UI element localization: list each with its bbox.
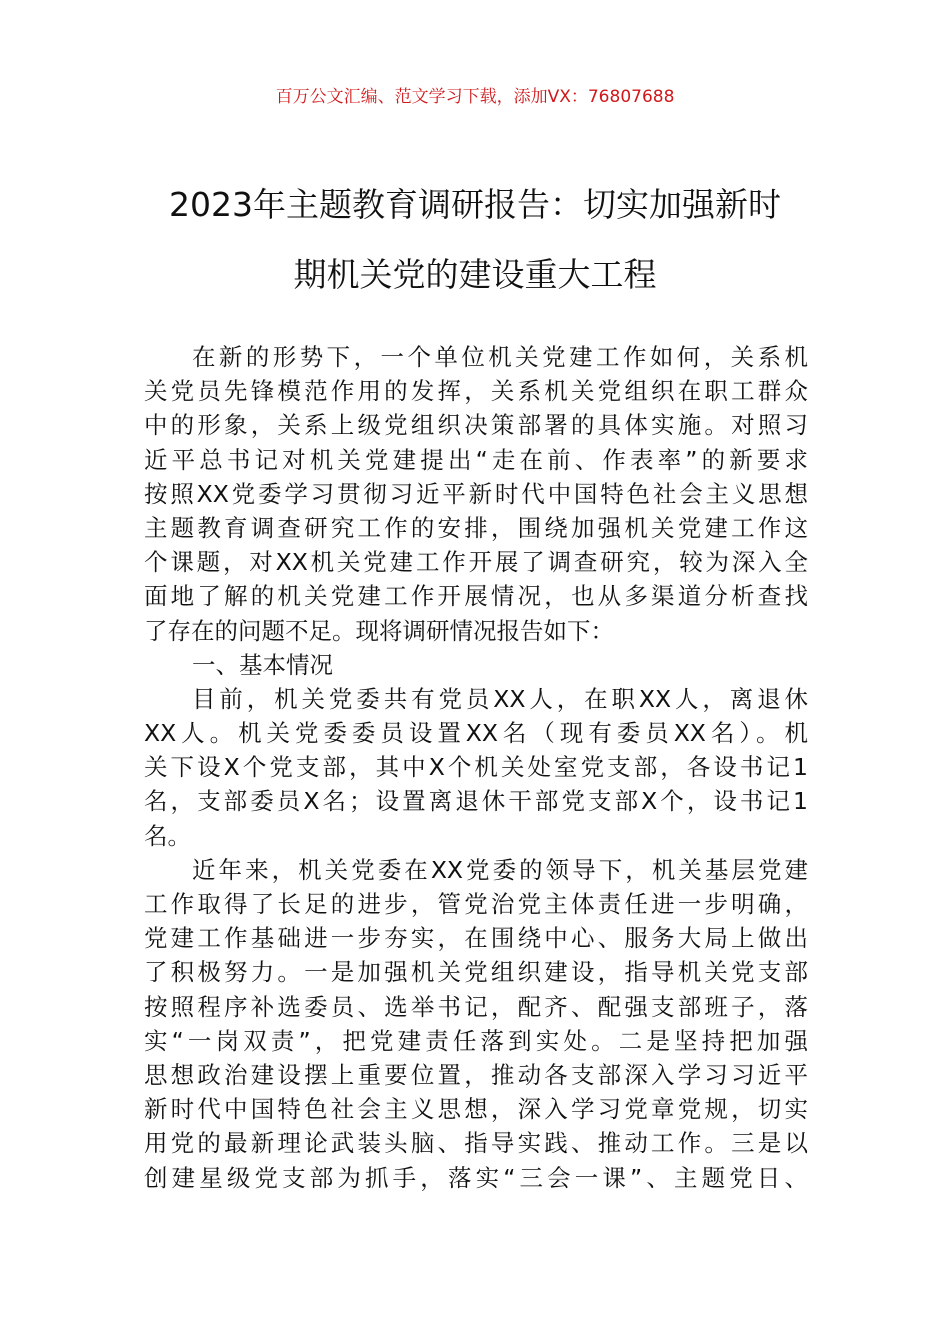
text-line: 中的形象，关系上级党组织决策部署的具体实施。对照习 (144, 411, 808, 440)
text-line: 名。 (144, 821, 191, 850)
paragraph-recent-years (144, 853, 808, 1195)
document-body (144, 340, 808, 1195)
text-line: 用党的最新理论武装头脑、指导实践、推动工作。三是以 (144, 1129, 808, 1158)
section-heading (144, 648, 808, 682)
text-line: 主题教育调查研究工作的安排，围绕加强机关党建工作这 (144, 513, 808, 542)
text-line: 近平总书记对机关党建提出“走在前、作表率”的新要求 (144, 445, 808, 474)
text-line: 在新的形势下，一个单位机关党建工作如何，关系机 (192, 343, 808, 371)
paragraph-current-status (144, 682, 808, 853)
text-line: 按照XX党委学习贯彻习近平新时代中国特色社会主义思想 (144, 479, 808, 508)
text-line: 个课题，对XX机关党建工作开展了调查研究，较为深入全 (144, 548, 808, 577)
text-line: 实“一岗双责”，把党建责任落到实处。二是坚持把加强 (144, 1026, 808, 1055)
text-line: 关党员先锋模范作用的发挥，关系机关党组织在职工群众 (144, 377, 808, 406)
text-line: 关下设X个党支部，其中X个机关处室党支部，各设书记1 (144, 753, 808, 782)
text-line: 创建星级党支部为抓手，落实“三会一课”、主题党日、 (144, 1163, 808, 1192)
paragraph-intro (144, 340, 808, 648)
heading-basic-situation: 一、基本情况 (192, 650, 333, 679)
text-line: 思想政治建设摆上重要位置，推动各支部深入学习习近平 (144, 1060, 808, 1089)
text-line: 了存在的问题不足。现将调研情况报告如下： (144, 616, 614, 645)
text-line: 了积极努力。一是加强机关党组织建设，指导机关党支部 (144, 958, 808, 987)
text-line: 面地了解的机关党建工作开展情况，也从多渠道分析查找 (144, 582, 808, 611)
text-line: 党建工作基础进一步夯实，在围绕中心、服务大局上做出 (144, 924, 808, 953)
text-line: 按照程序补选委员、选举书记，配齐、配强支部班子，落 (144, 992, 808, 1021)
document-title (70, 170, 880, 310)
text-line: 名，支部委员X名；设置离退休干部党支部X个，设书记1 (144, 787, 808, 816)
text-line: XX人。机关党委委员设置XX名（现有委员XX名）。机 (144, 719, 808, 748)
title-line-2: 期机关党的建设重大工程 (293, 255, 657, 294)
text-line: 工作取得了长足的进步，管党治党主体责任进一步明确， (144, 890, 808, 918)
text-line: 近年来，机关党委在XX党委的领导下，机关基层党建 (192, 855, 808, 884)
promo-banner: 百万公文汇编、范文学习下载，添加VX：76807688 (275, 87, 675, 107)
text-line: 新时代中国特色社会主义思想，深入学习党章党规，切实 (144, 1095, 808, 1124)
title-line-1: 2023年主题教育调研报告：切实加强新时 (169, 185, 781, 224)
text-line: 目前，机关党委共有党员XX人，在职XX人，离退休 (192, 684, 808, 713)
